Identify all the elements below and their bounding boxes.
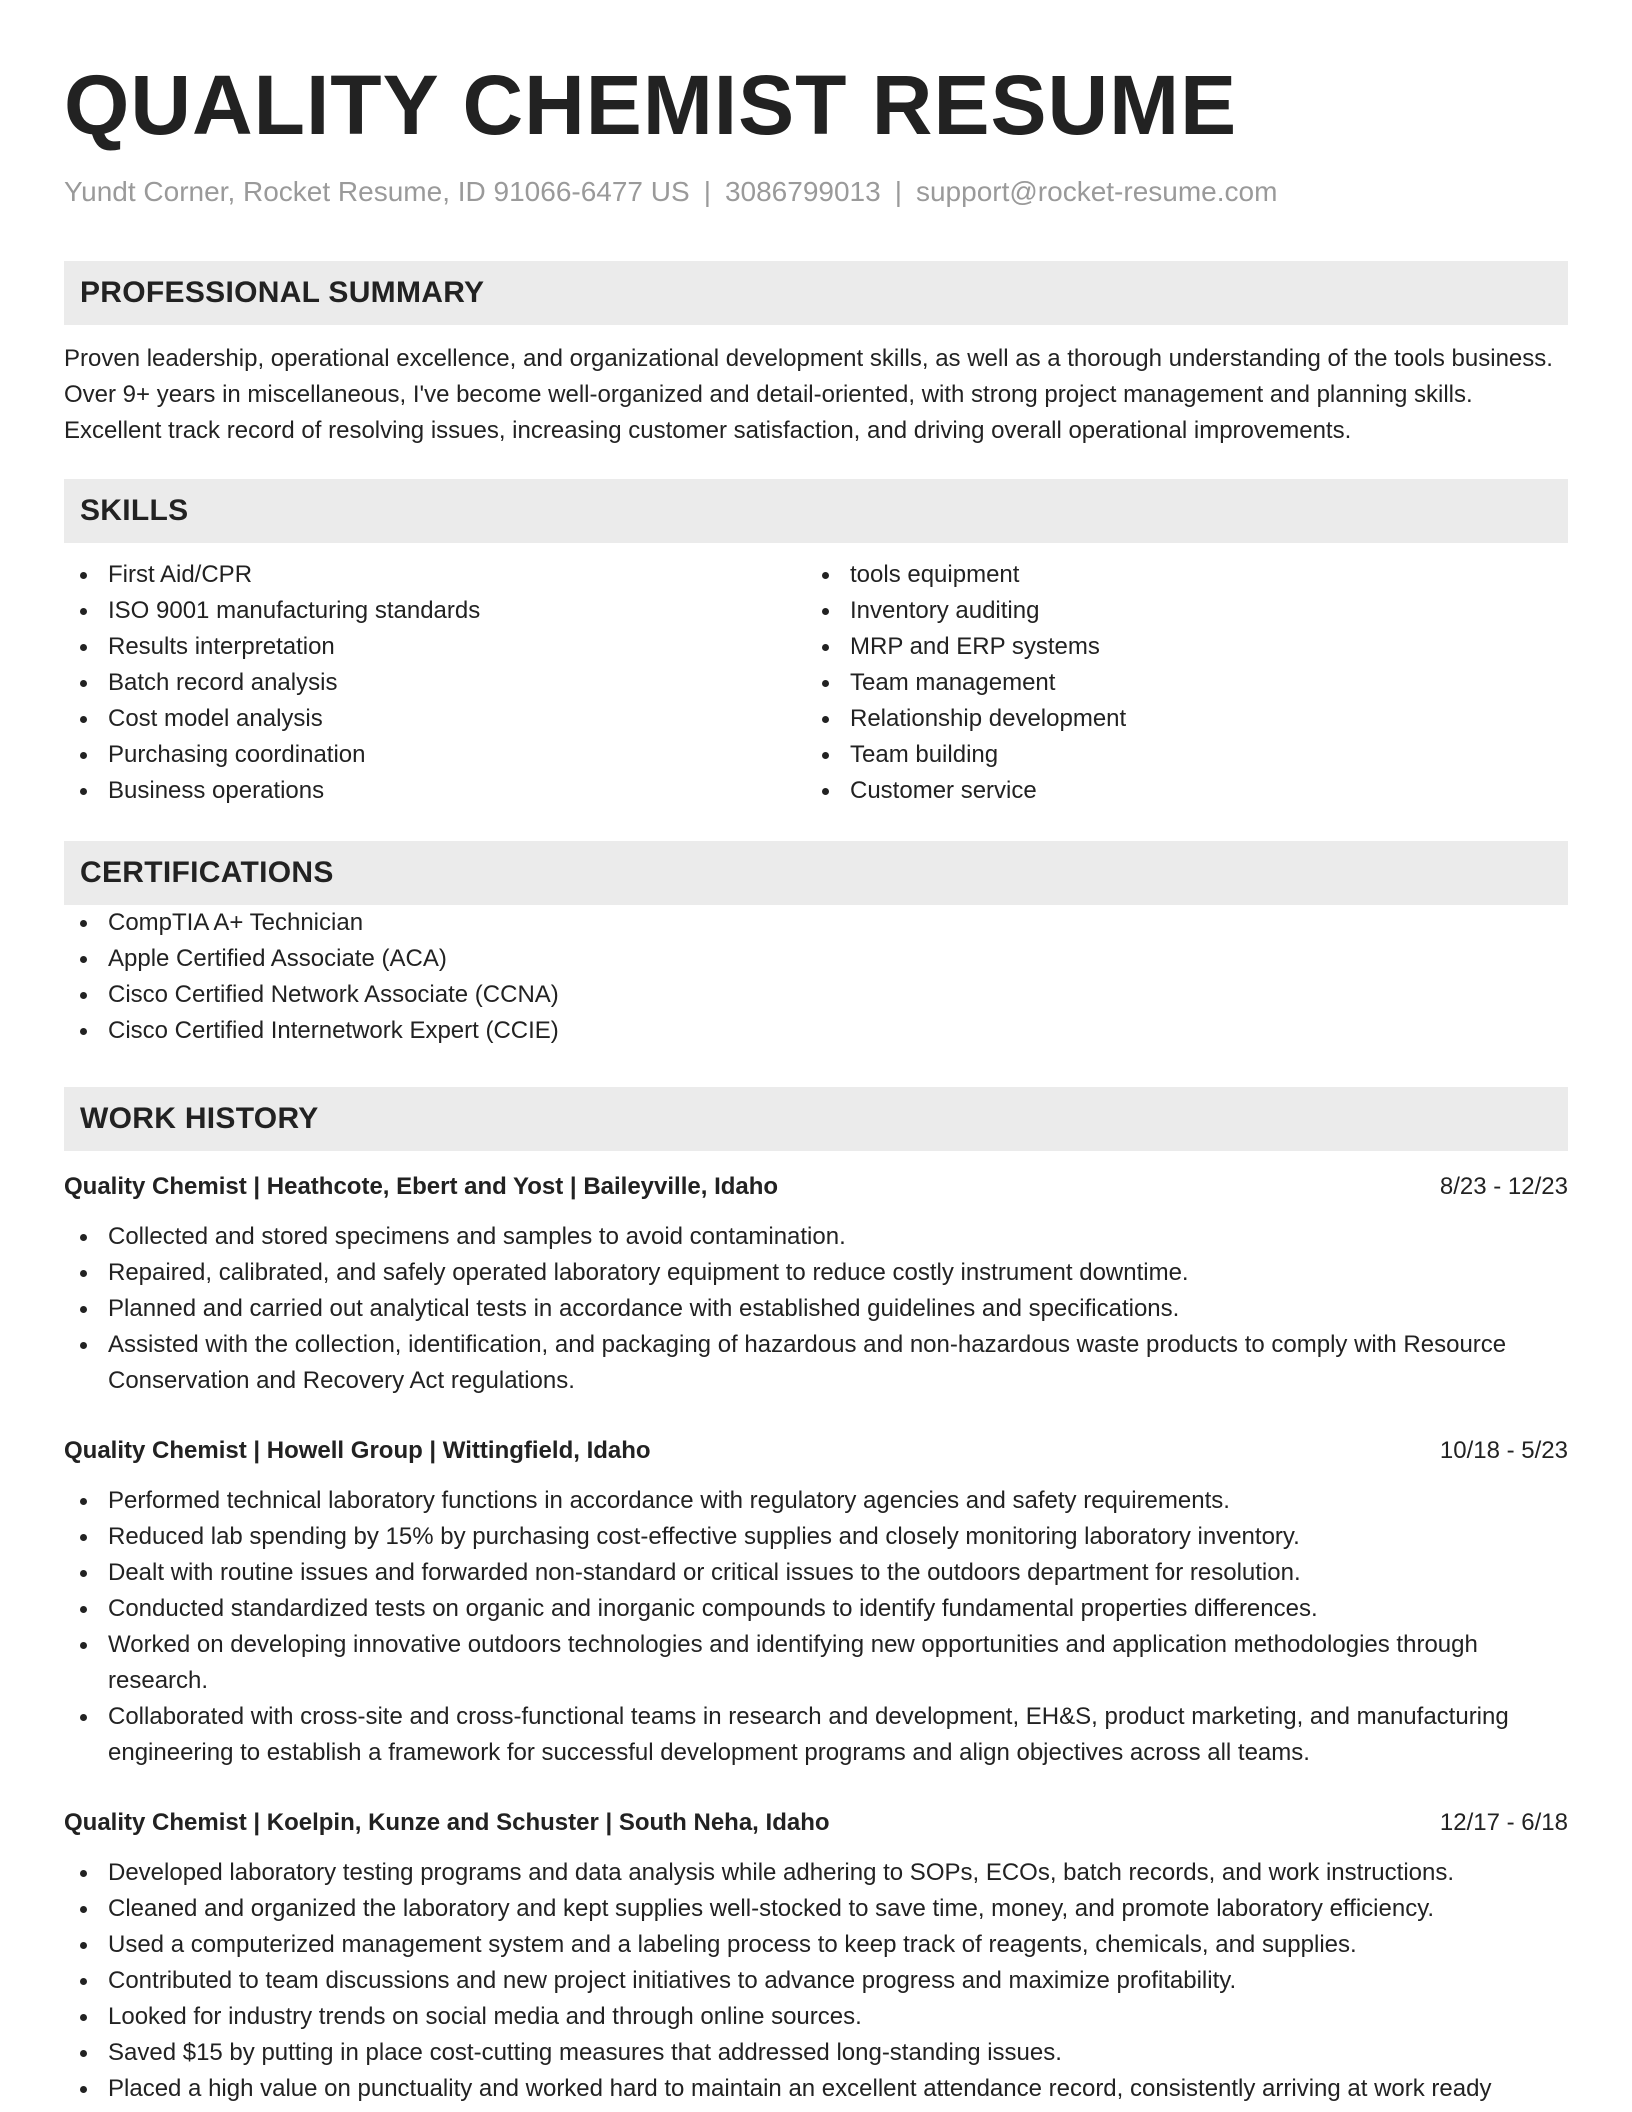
job-dates: 8/23 - 12/23	[1439, 1173, 1568, 1200]
job-bullets	[64, 1483, 1568, 1771]
contact-email: support@rocket-resume.com	[915, 176, 1278, 207]
job-bullets	[64, 1219, 1568, 1399]
job-bullet: Dealt with routine issues and forwarded non-standard or critical issues to the outdoors department for resolution.	[64, 1555, 1568, 1591]
job-bullet: Reduced lab spending by 15% by purchasing cost-effective supplies and closely monitoring laboratory inventory.	[64, 1519, 1568, 1555]
job-dates: 12/17 - 6/18	[1439, 1809, 1568, 1836]
contact-address: Yundt Corner, Rocket Resume, ID 91066-6477 US	[64, 176, 690, 207]
skills-columns	[64, 557, 1568, 809]
job-bullet: Looked for industry trends on social media and through online sources.	[64, 1999, 1568, 2035]
job-bullet: Contributed to team discussions and new project initiatives to advance progress and maximize profitability.	[64, 1963, 1568, 1999]
section-header-certifications: CERTIFICATIONS	[64, 841, 1568, 905]
skill-item: Customer service	[806, 773, 1548, 809]
skills-column-left	[64, 557, 806, 809]
skill-item: Team management	[806, 665, 1548, 701]
certifications-list	[64, 905, 1568, 1049]
skill-item: Results interpretation	[64, 629, 806, 665]
job-entry	[64, 1169, 1568, 1399]
skills-column-right	[806, 557, 1548, 809]
skill-item: tools equipment	[806, 557, 1548, 593]
contact-separator: |	[703, 176, 711, 207]
contact-separator: |	[894, 176, 902, 207]
job-header	[64, 1805, 1568, 1841]
certification-item: CompTIA A+ Technician	[64, 905, 1568, 941]
job-dates: 10/18 - 5/23	[1439, 1437, 1568, 1464]
skill-item: First Aid/CPR	[64, 557, 806, 593]
job-title: Quality Chemist | Koelpin, Kunze and Schuster | South Neha, Idaho	[64, 1809, 830, 1836]
job-bullet: Repaired, calibrated, and safely operated laboratory equipment to reduce costly instrument downtime.	[64, 1255, 1568, 1291]
job-header	[64, 1169, 1568, 1205]
skills-list-left	[64, 557, 806, 809]
certification-item: Apple Certified Associate (ACA)	[64, 941, 1568, 977]
skill-item: Relationship development	[806, 701, 1548, 737]
job-bullet: Developed laboratory testing programs and data analysis while adhering to SOPs, ECOs, batch records, and work instructions.	[64, 1855, 1568, 1891]
job-bullet: Collaborated with cross-site and cross-functional teams in research and development, EH&S, product marketing, and manufacturing engineering to establish a framework for successful development programs and align objectives across all teams.	[64, 1699, 1568, 1771]
summary-text: Proven leadership, operational excellence, and organizational development skills, as well as a thorough understanding of the tools business. Over 9+ years in miscellaneous, I've become well-organized and detail-oriented, with strong project management and planning skills. Excellent track record of resolving issues, increasing customer satisfaction, and driving overall operational improvements.	[64, 345, 1553, 444]
certification-item: Cisco Certified Internetwork Expert (CCIE)	[64, 1013, 1568, 1049]
job-entry	[64, 1805, 1568, 2107]
skill-item: Purchasing coordination	[64, 737, 806, 773]
skill-item: Business operations	[64, 773, 806, 809]
job-bullet: Performed technical laboratory functions in accordance with regulatory agencies and safety requirements.	[64, 1483, 1568, 1519]
contact-phone: 3086799013	[724, 176, 881, 207]
job-entry	[64, 1433, 1568, 1771]
job-bullet: Assisted with the collection, identification, and packaging of hazardous and non-hazardous waste products to comply with Resource Conservation and Recovery Act regulations.	[64, 1327, 1568, 1399]
job-bullet: Conducted standardized tests on organic and inorganic compounds to identify fundamental properties differences.	[64, 1591, 1568, 1627]
skill-item: MRP and ERP systems	[806, 629, 1548, 665]
job-bullet: Placed a high value on punctuality and worked hard to maintain an excellent attendance record, consistently arriving at work ready	[64, 2071, 1568, 2107]
job-bullet: Worked on developing innovative outdoors technologies and identifying new opportunities and application methodologies through research.	[64, 1627, 1568, 1699]
certification-item: Cisco Certified Network Associate (CCNA)	[64, 977, 1568, 1013]
section-header-work-history: WORK HISTORY	[64, 1087, 1568, 1151]
skill-item: ISO 9001 manufacturing standards	[64, 593, 806, 629]
job-title: Quality Chemist | Heathcote, Ebert and Yost | Baileyville, Idaho	[64, 1173, 779, 1200]
job-bullets	[64, 1855, 1568, 2107]
skill-item: Batch record analysis	[64, 665, 806, 701]
section-header-summary: PROFESSIONAL SUMMARY	[64, 261, 1568, 325]
contact-line	[64, 175, 1568, 209]
resume-title: QUALITY CHEMIST RESUME	[64, 58, 1238, 152]
job-bullet: Planned and carried out analytical tests in accordance with established guidelines and specifications.	[64, 1291, 1568, 1327]
job-title: Quality Chemist | Howell Group | Wittingfield, Idaho	[64, 1437, 651, 1464]
skills-list-right	[806, 557, 1548, 809]
job-bullet: Used a computerized management system and a labeling process to keep track of reagents, chemicals, and supplies.	[64, 1927, 1568, 1963]
job-header	[64, 1433, 1568, 1469]
section-header-skills: SKILLS	[64, 479, 1568, 543]
skill-item: Cost model analysis	[64, 701, 806, 737]
job-bullet: Collected and stored specimens and samples to avoid contamination.	[64, 1219, 1568, 1255]
skill-item: Inventory auditing	[806, 593, 1548, 629]
job-bullet: Cleaned and organized the laboratory and kept supplies well-stocked to save time, money, and promote laboratory efficiency.	[64, 1891, 1568, 1927]
job-bullet: Saved $15 by putting in place cost-cutting measures that addressed long-standing issues.	[64, 2035, 1568, 2071]
skill-item: Team building	[806, 737, 1548, 773]
